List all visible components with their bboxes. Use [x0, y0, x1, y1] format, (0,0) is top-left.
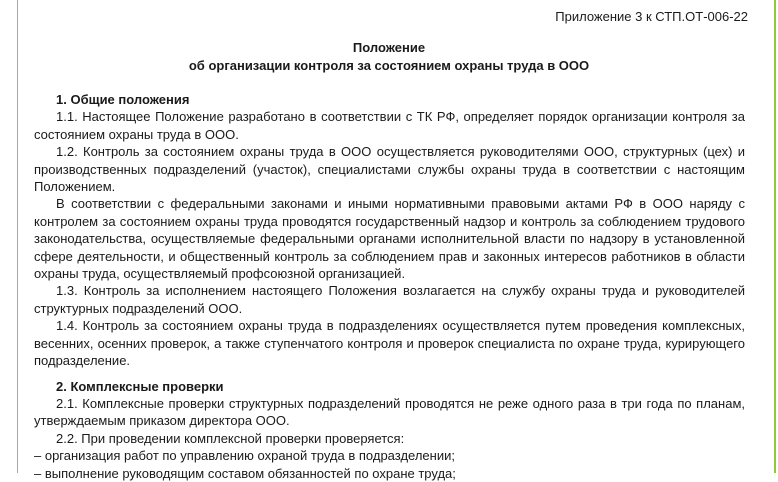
paragraph-1-4: 1.4. Контроль за состоянием охраны труда в подразделениях осуществляется путем проведения комплексных, весенних, осенних проверок, а также ступенчатого контроля и проверок специалиста по охране труда, курирующего подразделение. [34, 318, 745, 369]
paragraph-1-3: 1.3. Контроль за исполнением настоящего Положения возлагается на службу охраны труда и руководителей структурных подразделений ООО. [34, 283, 745, 316]
paragraph-2-2: 2.2. При проведении комплексной проверки проверяется: [56, 430, 405, 446]
paragraph-1-1: 1.1. Настоящее Положение разработано в соответствии с ТК РФ, определяет порядок организации контроля за состоянием охраны труда в ООО. [34, 109, 745, 142]
paragraph-1-2: 1.2. Контроль за состоянием охраны труда в ООО осуществляется руководителями ООО, структурных (цех) и производственных подразделений (участок), специалистами службы охраны труда в соответствии с настоящим Положением. [34, 144, 745, 195]
paragraph-1-2-continued: В соответствии с федеральными законами и иными нормативными правовыми актами РФ в ООО наряду с контролем за состоянием охраны труда проводятся государственный надзор и контроль за соблюдением трудового законодательства, осуществляемые федеральными органами исполнительной власти по надзору в установленной сфере деятельности, и общественный контроль за соблюдением прав и законных интересов работников в области охраны труда, осуществляемый профсоюзной организацией. [34, 196, 745, 282]
section-1-heading: 1. Общие положения [56, 92, 190, 107]
paragraph-2-1: 2.1. Комплексные проверки структурных подразделений проводятся не реже одного раза в три года по планам, утверждаемым приказом директора ООО. [34, 395, 745, 429]
document-title: Положение [352, 40, 426, 55]
list-item: – выполнение руководящим составом обязанностей по охране труда; [34, 465, 456, 481]
list-item: – организация работ по управлению охраной труда в подразделении; [34, 448, 455, 464]
document-body [34, 91, 745, 482]
document-subtitle: об организации контроля за состоянием охраны труда в ООО [188, 58, 590, 73]
section-2-heading: 2. Комплексные проверки [56, 378, 224, 394]
section-gap [34, 370, 745, 378]
appendix-label: Приложение 3 к СТП.ОТ-006-22 [555, 9, 748, 24]
